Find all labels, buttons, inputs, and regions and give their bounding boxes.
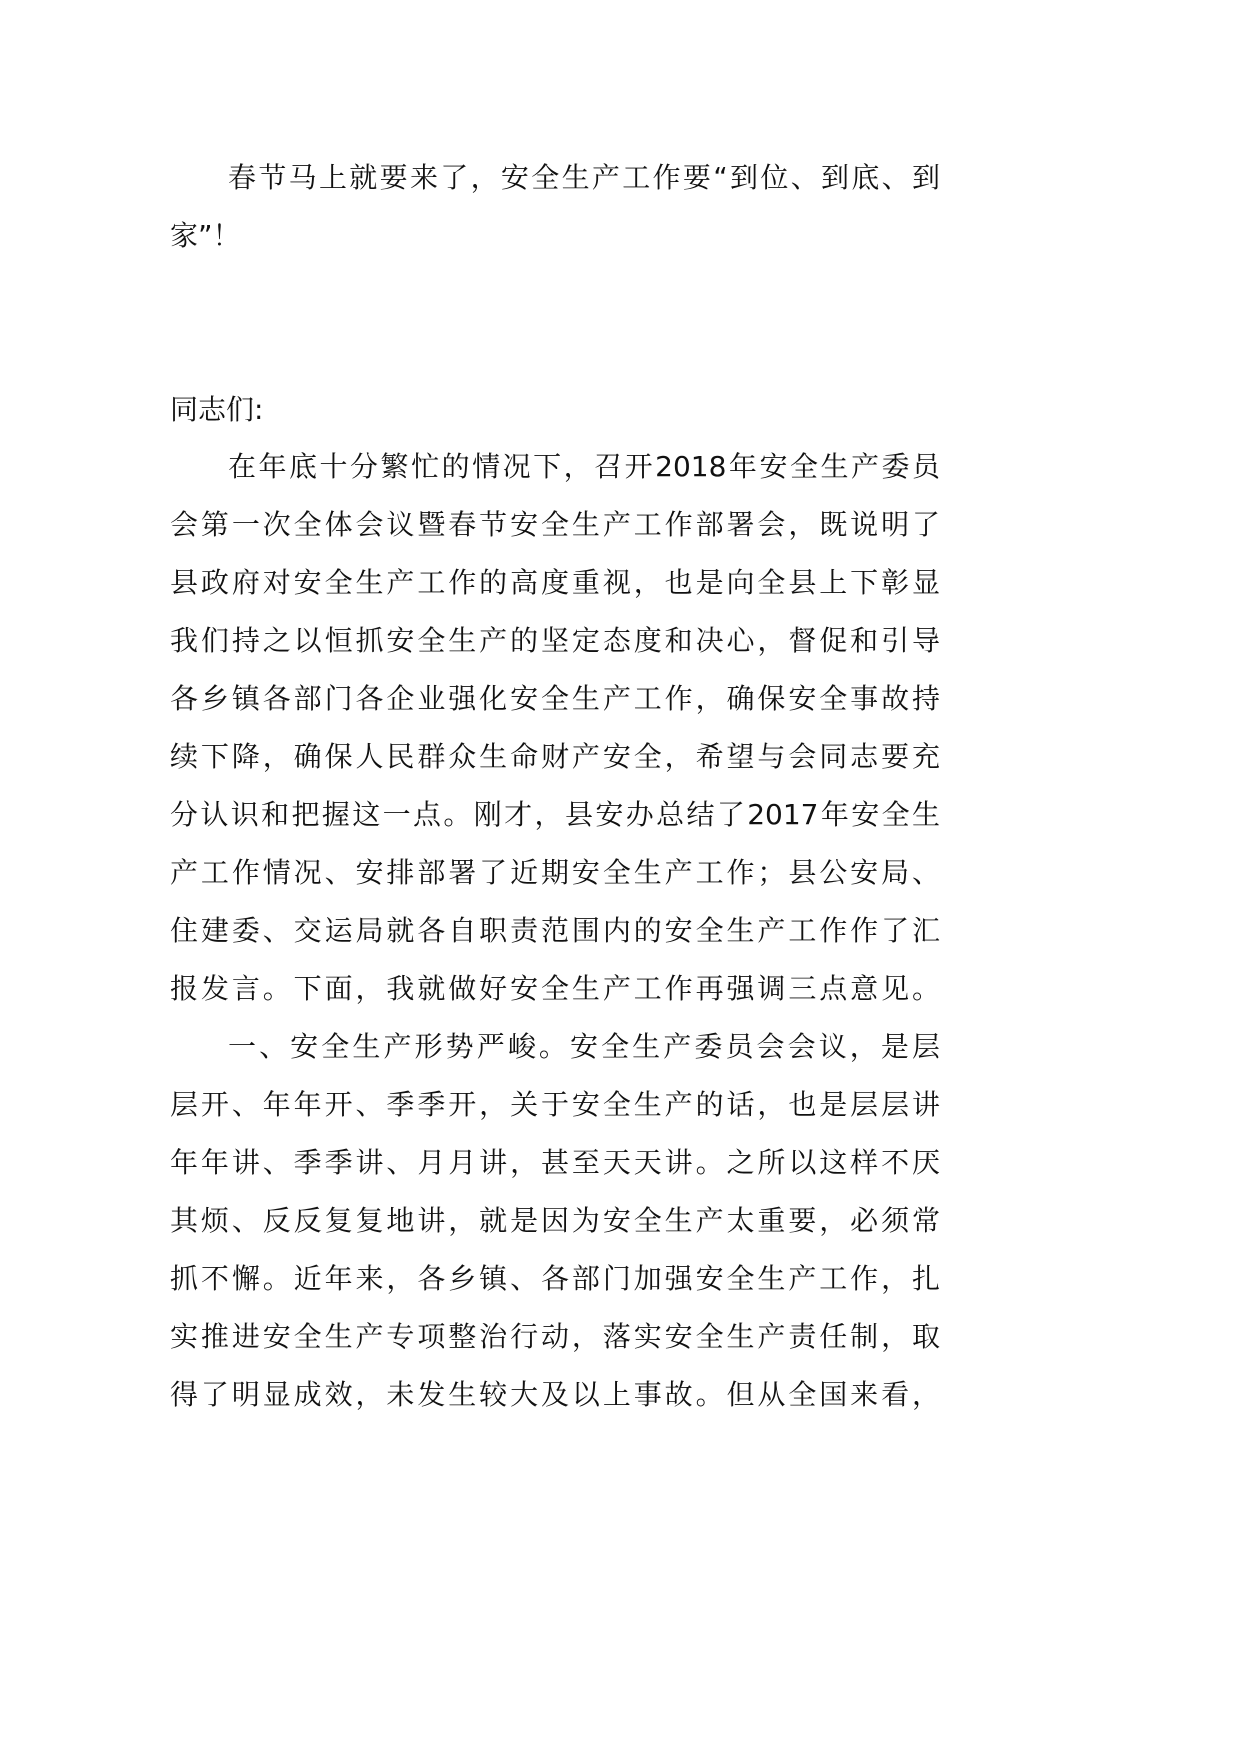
paragraph-line: 住建委、交运局就各自职责范围内的安全生产工作作了汇: [170, 914, 940, 947]
title-line-2: 家”！: [170, 219, 241, 252]
paragraph-line: 层开、年年开、季季开，关于安全生产的话，也是层层讲: [170, 1088, 940, 1121]
salutation-text: 同志们:: [170, 393, 264, 426]
title-line-1: 春节马上就要来了，安全生产工作要“到位、到底、到: [228, 161, 940, 194]
paragraph-line: 抓不懈。近年来，各乡镇、各部门加强安全生产工作，扎: [170, 1262, 940, 1295]
paragraph-line: 产工作情况、安排部署了近期安全生产工作；县公安局、: [170, 856, 940, 889]
paragraph-line: 报发言。下面，我就做好安全生产工作再强调三点意见。: [170, 972, 940, 1005]
paragraph-line: 县政府对安全生产工作的高度重视，也是向全县上下彰显: [170, 566, 940, 599]
salutation: [170, 381, 940, 439]
paragraph-line: 我们持之以恒抓安全生产的坚定态度和决心，督促和引导: [170, 624, 940, 657]
paragraph-line: 在年底十分繁忙的情况下，召开2018年安全生产委员: [228, 450, 940, 483]
document-title: [170, 149, 940, 265]
document-body: [170, 438, 940, 1424]
paragraph-line: 各乡镇各部门各企业强化安全生产工作，确保安全事故持: [170, 682, 940, 715]
paragraph-line: 得了明显成效，未发生较大及以上事故。但从全国来看，: [170, 1378, 940, 1411]
paragraph-line: 一、安全生产形势严峻。安全生产委员会会议，是层: [228, 1030, 940, 1063]
paragraph-line: 实推进安全生产专项整治行动，落实安全生产责任制，取: [170, 1320, 940, 1353]
paragraph-line: 续下降，确保人民群众生命财产安全，希望与会同志要充: [170, 740, 940, 773]
paragraph-line: 其烦、反反复复地讲，就是因为安全生产太重要，必须常: [170, 1204, 940, 1237]
paragraph: [170, 438, 940, 1018]
paragraph-line: 会第一次全体会议暨春节安全生产工作部署会，既说明了: [170, 508, 940, 541]
paragraph: [170, 1018, 940, 1424]
paragraph-line: 分认识和把握这一点。刚才，县安办总结了2017年安全生: [170, 798, 940, 831]
paragraph-line: 年年讲、季季讲、月月讲，甚至天天讲。之所以这样不厌: [170, 1146, 940, 1179]
